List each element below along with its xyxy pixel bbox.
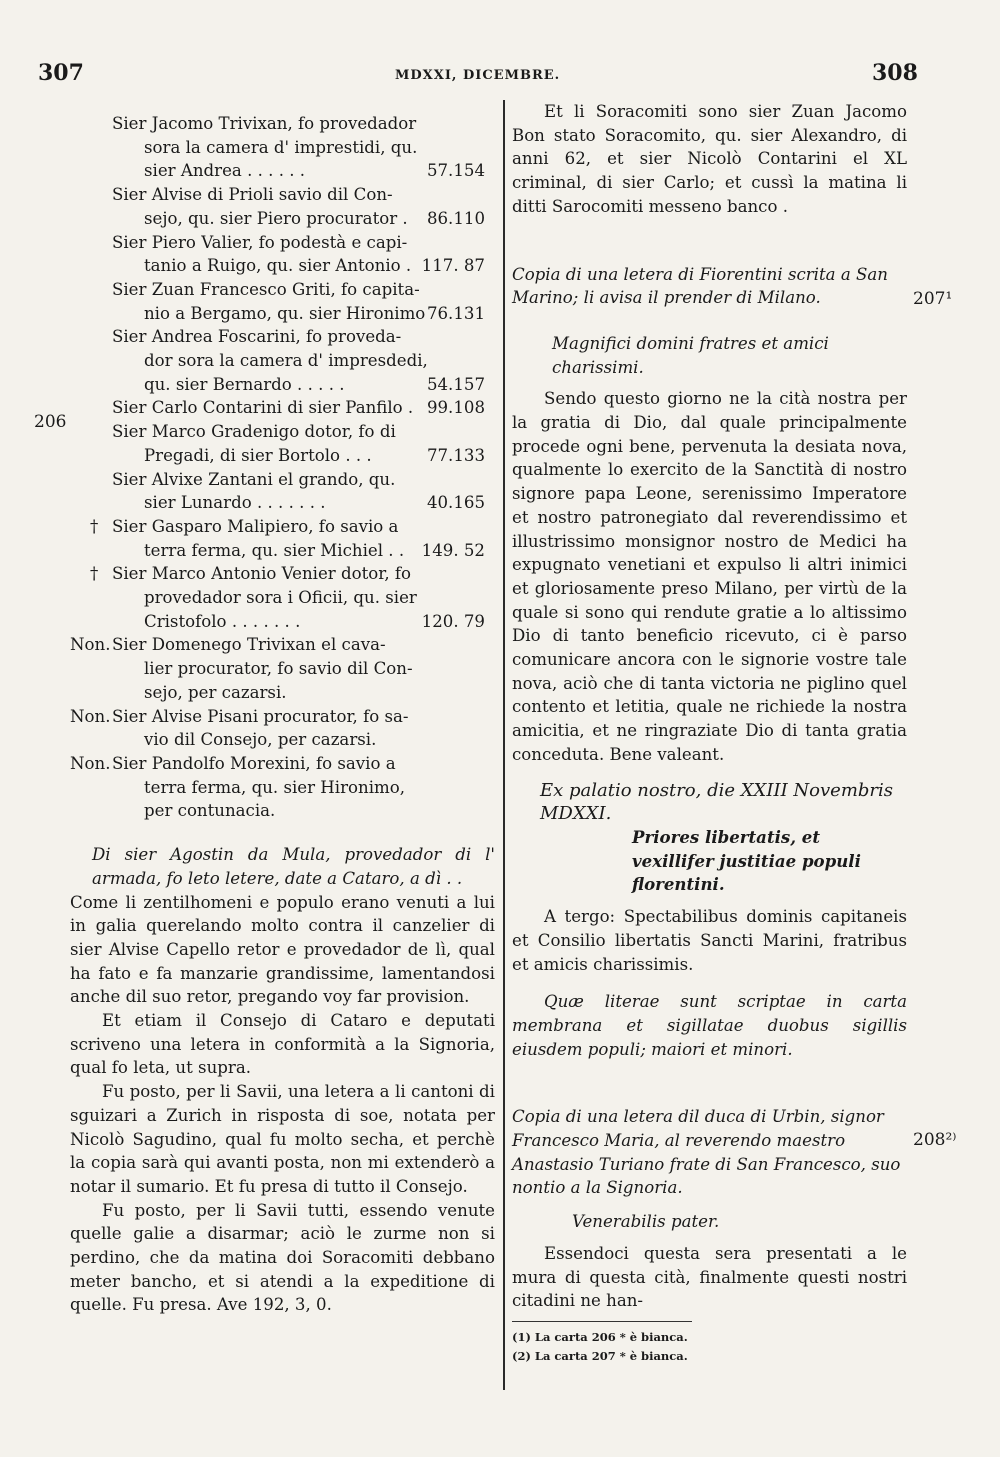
entry-line: dor sora la camera d' impresdedi, (144, 351, 428, 371)
column-divider (503, 100, 505, 1390)
vote-count: 77.133 (426, 445, 485, 465)
vote-count: 76.131 (426, 303, 485, 323)
entry-line: Cristofolo . . . . . . . (144, 611, 301, 631)
entry-line: nio a Bergamo, qu. sier Hironimo (144, 303, 426, 323)
entry-line: Sier Carlo Contarini di sier Panfilo . (112, 398, 414, 418)
paragraph: Come li zentilhomeni e populo erano venuti a lui in galia querelando molto contra il canzelier di sier Alvise Capello retor e provedador de lì, qual ha fato e fa manzarie grandissime, lamentandosi anche dil suo retor, pregando voy far provision. (70, 892, 495, 1007)
entry-line: Sier Domenego Trivixan el cava- (112, 635, 386, 655)
entry-line: provedador sora i Oficii, qu. sier (144, 588, 417, 608)
paragraph: Fu posto, per li Savii tutti, essendo venute quelle galie a disarmar; aciò le zurme non si perdino, che da matina doi Soracomiti debbano meter bancho, et si atendi a la expeditione di quelle. Fu presa. Ave 192, 3, 0. (70, 1200, 495, 1315)
vote-entry (70, 396, 495, 420)
vote-entry (70, 752, 495, 823)
vote-count: 120. 79 (421, 611, 485, 631)
left-column (70, 112, 495, 1317)
entry-line: Sier Piero Valier, fo podestà e capi- (112, 232, 408, 252)
footnote-rule (512, 1321, 692, 1322)
entry-prefix: † (90, 564, 99, 584)
entry-prefix: Non. (70, 753, 111, 773)
entry-prefix: Non. (70, 635, 111, 655)
entry-line: Sier Andrea Foscarini, fo proveda- (112, 327, 402, 347)
paragraph: Fu posto, per li Savii, una letera a li cantoni di sguizari a Zurich in risposta di soe, notata per Nicolò Sagudino, qual fu molto secha, et perchè la copia sarà qui avanti posta, non mi extenderò a notar il sumario. Et fu presa di tutto il Consejo. (70, 1082, 495, 1196)
vote-entry (70, 705, 495, 752)
margin-folio-208: 208²⁾ (913, 1130, 957, 1150)
entry-line: sora la camera d' imprestidi, qu. (144, 137, 418, 157)
entry-line: Sier Gasparo Malipiero, fo savio a (112, 516, 399, 536)
entry-line: terra ferma, qu. sier Hironimo, (144, 777, 405, 797)
entry-line: terra ferma, qu. sier Michiel . . (144, 540, 405, 560)
vote-entry (70, 231, 495, 278)
entry-line: Sier Jacomo Trivixan, fo provedador (112, 114, 417, 133)
vote-count: 86.110 (426, 208, 485, 228)
editor-note: Quæ literae sunt scriptae in carta membrana et sigillatae duobus sigillis eiusdem populi; maiori et minori. (512, 992, 907, 1059)
vote-entry (70, 325, 495, 396)
entry-prefix: † (90, 516, 99, 536)
vote-entry (70, 420, 495, 467)
paragraph: Essendoci questa sera presentati a le mura di questa cità, finalmente questi nostri citadini ne han- (512, 1243, 907, 1311)
vote-entry (70, 562, 495, 633)
vote-entry (70, 633, 495, 704)
entry-line: Sier Alvise di Prioli savio dil Con- (112, 185, 393, 205)
entry-line: sier Andrea . . . . . . (144, 161, 306, 181)
paragraph: Et li Soracomiti sono sier Zuan Jacomo Bon stato Soracomito, qu. sier Alexandro, di anni 62, et sier Nicolò Contarini el XL criminal, di sier Carlo; et cussì la matina li ditti Sarocomiti messeno banco . (512, 102, 907, 216)
vote-count: 40.165 (426, 493, 485, 513)
entry-line: qu. sier Bernardo . . . . . (144, 374, 345, 394)
vote-entry (70, 468, 495, 515)
letter-salutation: Magnifici domini fratres et amici charissimi. (552, 333, 829, 377)
letter-salutation: Venerabilis pater. (572, 1212, 720, 1232)
entry-line: Pregadi, di sier Bortolo . . . (144, 445, 372, 465)
entry-line: Sier Marco Antonio Venier dotor, fo (112, 564, 412, 584)
vote-count: 57.154 (426, 161, 485, 181)
letter-heading: Copia di una letera di Fiorentini scrita a San Marino; li avisa il prender di Milano. (512, 264, 888, 308)
letter-dateline: Ex palatio nostro, die XXIII Novembris MDXXI. (540, 779, 894, 825)
entry-prefix: Non. (70, 706, 111, 726)
vote-entry (70, 515, 495, 562)
vote-count: 54.157 (426, 374, 485, 394)
entry-line: lier procurator, fo savio dil Con- (144, 659, 413, 679)
section-heading: Di sier Agostin da Mula, provedador di l' armada, fo leto letere, date a Cataro, a dì . . (92, 845, 495, 888)
vote-entry (70, 112, 495, 183)
left-page-number: 307 (38, 60, 84, 86)
entry-line: sier Lunardo . . . . . . . (144, 493, 326, 513)
margin-folio-206: 206 (34, 412, 67, 432)
vote-count: 149. 52 (421, 540, 485, 560)
letter-body: Sendo questo giorno ne la cità nostra per la gratia di Dio, dal quale principalmente procede ogni bene, pervenuta la desiata nova, qualmente lo exercito de la Sanctità di nostro signore papa Leone, serenissimo Imperatore et nostro patronegiato dal reverendissimo et illustrissimo monsignor nostro de Medici ha expugnato venetiani et expulso li altri inimici et gloriosamente preso Milano, per virtù de la quale si sono qui rendute gratie a lo altissimo Dio di tanto beneficio ricevuto, ci è parso comunicare ancora con le signorie vostre tale nova, aciò che di tanta victoria ne piglino quel contento et letitia, quale ne richiede la nostra amicitia, et ne ringraziate Dio di tanta gratia conceduta. Bene valeant. (512, 389, 907, 764)
entry-line: sejo, qu. sier Piero procurator . (144, 208, 408, 228)
vote-entry (70, 278, 495, 325)
entry-line: tanio a Ruigo, qu. sier Antonio . (144, 256, 412, 276)
right-page-number: 308 (872, 60, 918, 86)
letter-heading: Copia di una letera dil duca di Urbin, signor Francesco Maria, al reverendo maestro Anastasio Turiano frate di San Francesco, suo nontio a la Signoria. (512, 1107, 901, 1198)
letter-address: A tergo: Spectabilibus dominis capitaneis et Consilio libertatis Sancti Marini, fratribus et amicis charissimis. (512, 907, 907, 974)
footnote: (2) La carta 207 * è bianca. (512, 1348, 688, 1363)
entry-line: vio dil Consejo, per cazarsi. (144, 730, 377, 750)
vote-entry (70, 183, 495, 230)
entry-line: Sier Zuan Francesco Griti, fo capita- (112, 279, 420, 299)
entry-line: per contunacia. (144, 801, 276, 821)
right-column (512, 100, 907, 1366)
entry-line: Sier Pandolfo Morexini, fo savio a (112, 753, 396, 773)
running-header: MDXXI, DICEMBRE. (395, 68, 561, 83)
vote-count: 117. 87 (421, 256, 485, 276)
entry-line: Sier Marco Gradenigo dotor, fo di (112, 422, 396, 442)
entry-line: Sier Alvixe Zantani el grando, qu. (112, 469, 396, 489)
margin-folio-207: 207¹ (913, 289, 953, 309)
vote-count: 99.108 (426, 398, 485, 418)
vote-list (70, 112, 495, 823)
paragraph: Et etiam il Consejo di Cataro e deputati scriveno una letera in conformità a la Signoria, qual fo leta, ut supra. (70, 1011, 495, 1078)
entry-line: Sier Alvise Pisani procurator, fo sa- (112, 706, 409, 726)
letter-signature: Priores libertatis, et vexillifer justitiae populi florentini. (632, 826, 861, 895)
entry-line: sejo, per cazarsi. (144, 682, 287, 702)
footnote: (1) La carta 206 * è bianca. (512, 1329, 688, 1344)
